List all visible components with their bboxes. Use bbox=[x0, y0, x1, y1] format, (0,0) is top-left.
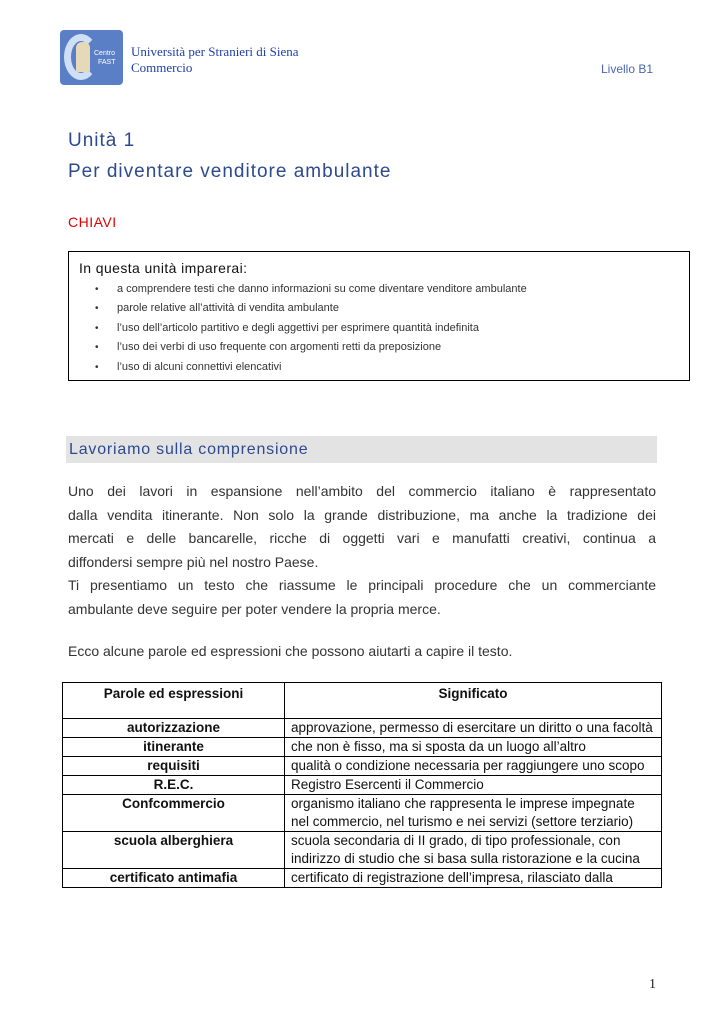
table-row bbox=[63, 738, 662, 757]
glossary-term: certificato antimafia bbox=[63, 869, 285, 888]
table-row bbox=[63, 776, 662, 795]
paragraph-line: diffondersi sempre più nel nostro Paese. bbox=[68, 553, 319, 570]
table-row bbox=[63, 719, 662, 738]
table-row bbox=[63, 757, 662, 776]
objective-item: • l’uso di alcuni connettivi elencativi bbox=[79, 358, 679, 377]
objectives-box bbox=[68, 251, 690, 381]
objective-item: • l’uso dell’articolo partitivo e degli aggettivi per esprimere quantità indefinita bbox=[79, 319, 679, 338]
objectives-list bbox=[79, 280, 679, 377]
objective-item: • a comprendere testi che danno informazioni su come diventare venditore ambulante bbox=[79, 280, 679, 299]
header-university: Università per Stranieri di Siena bbox=[131, 44, 299, 59]
paragraph-line: dalla vendita itinerante. Non solo la grande distribuzione, ma anche la tradizione dei bbox=[68, 506, 656, 523]
unit-title: Unità 1 bbox=[68, 130, 136, 151]
glossary-term: autorizzazione bbox=[63, 719, 285, 738]
objective-item: • parole relative all’attività di vendita ambulante bbox=[79, 299, 679, 318]
header-subject: Commercio bbox=[131, 60, 193, 75]
intro-paragraph bbox=[68, 480, 656, 621]
paragraph-line: mercati e delle bancarelle, ricche di oggetti vari e manufatti creativi, continua a bbox=[68, 530, 656, 546]
section-heading-bar bbox=[66, 436, 657, 463]
glossary-definition: che non è fisso, ma si sposta da un luogo all’altro bbox=[285, 738, 662, 757]
keys-label: CHIAVI bbox=[68, 214, 117, 230]
section-title: Lavoriamo sulla comprensione bbox=[69, 441, 309, 458]
glossary-definition: Registro Esercenti il Commercio bbox=[285, 776, 662, 795]
paragraph-line: ambulante deve seguire per poter vendere la propria merce. bbox=[68, 600, 441, 617]
header-level: Livello B1 bbox=[601, 62, 654, 76]
glossary-definition: organismo italiano che rappresenta le imprese impegnate nel commercio, nel turismo e nei servizi (settore terziario) bbox=[285, 795, 662, 832]
glossary-term: itinerante bbox=[63, 738, 285, 757]
unit-subtitle: Per diventare venditore ambulante bbox=[68, 161, 392, 182]
logo-figure bbox=[76, 42, 90, 72]
objective-item: • l’uso dei verbi di uso frequente con argomenti retti da preposizione bbox=[79, 338, 679, 357]
glossary-definition: approvazione, permesso di esercitare un diritto o una facoltà bbox=[285, 719, 662, 738]
glossary-term: Confcommercio bbox=[63, 795, 285, 832]
header-meaning: Significato bbox=[285, 683, 662, 719]
logo-text-centro: Centro bbox=[94, 50, 116, 57]
page-number: 1 bbox=[649, 977, 656, 992]
glossary-intro: Ecco alcune parole ed espressioni che possono aiutarti a capire il testo. bbox=[68, 643, 513, 659]
paragraph-line: Uno dei lavori in espansione nell’ambito del commercio italiano è rappresentato bbox=[68, 483, 656, 499]
header-terms: Parole ed espressioni bbox=[63, 683, 285, 719]
glossary-table bbox=[62, 682, 662, 888]
glossary-definition: qualità o condizione necessaria per raggiungere uno scopo bbox=[285, 757, 662, 776]
glossary-definition: certificato di registrazione dell’impresa, rilasciato dalla bbox=[285, 869, 662, 888]
centro-fast-logo bbox=[60, 30, 123, 85]
table-row bbox=[63, 795, 662, 832]
glossary-header-row bbox=[63, 683, 662, 719]
glossary-term: requisiti bbox=[63, 757, 285, 776]
table-row bbox=[63, 832, 662, 869]
glossary-definition: scuola secondaria di II grado, di tipo professionale, con indirizzo di studio che si basa sulla ristorazione e la cucina bbox=[285, 832, 662, 869]
objectives-title: In questa unità imparerai: bbox=[79, 260, 248, 276]
logo-text-fast: FAST bbox=[98, 59, 116, 66]
glossary-term: R.E.C. bbox=[63, 776, 285, 795]
table-row bbox=[63, 869, 662, 888]
glossary-term: scuola alberghiera bbox=[63, 832, 285, 869]
paragraph-line: Ti presentiamo un testo che riassume le principali procedure che un commerciante bbox=[68, 577, 656, 593]
